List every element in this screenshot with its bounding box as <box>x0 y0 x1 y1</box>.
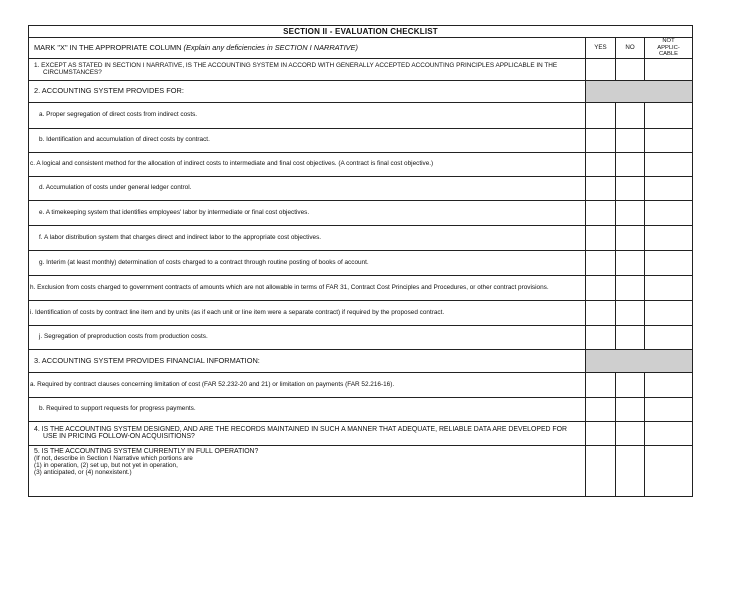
instruction-italic: (Explain any deficiencies in SECTION I NARRATIVE) <box>183 43 358 53</box>
not-applicable-column-header <box>645 38 693 59</box>
q4-no-cell[interactable] <box>616 421 645 445</box>
question-5-line3: (1) in operation, (2) set up, but not yet in operation, <box>34 461 178 469</box>
question-3-text: 3. ACCOUNTING SYSTEM PROVIDES FINANCIAL INFORMATION: <box>34 355 260 365</box>
question-2-text: 2. ACCOUNTING SYSTEM PROVIDES FOR: <box>34 86 184 96</box>
q3b-yes-cell[interactable] <box>586 397 616 421</box>
checklist-row-5 <box>29 445 693 496</box>
q2b-no-cell[interactable] <box>616 128 645 152</box>
question-2a-text: a. Proper segregation of direct costs from indirect costs. <box>39 111 198 119</box>
q2-shaded-cell <box>586 80 693 102</box>
q2a-yes-cell[interactable] <box>586 102 616 128</box>
q2i-no-cell[interactable] <box>616 300 645 325</box>
column-header-row <box>29 38 693 59</box>
q3b-no-cell[interactable] <box>616 397 645 421</box>
yes-column-header: YES <box>586 38 616 59</box>
evaluation-checklist-table <box>28 25 693 497</box>
q2d-no-cell[interactable] <box>616 176 645 200</box>
no-column-header: NO <box>616 38 645 59</box>
section-title-row <box>29 26 693 38</box>
q2h-na-cell[interactable] <box>645 275 693 300</box>
q5-na-cell[interactable] <box>645 445 693 496</box>
question-2i-text: i. Identification of costs by contract line item and by units (as if each unit or line item were a separate contract) if required by the proposed contract. <box>30 308 445 316</box>
checklist-row-4 <box>29 421 693 445</box>
question-5-line4: (3) anticipated, or (4) nonexistent.) <box>34 469 132 477</box>
q4-na-cell[interactable] <box>645 421 693 445</box>
q2b-na-cell[interactable] <box>645 128 693 152</box>
checklist-row-2j <box>29 325 693 349</box>
checklist-row-2b <box>29 128 693 152</box>
section-title: SECTION II - EVALUATION CHECKLIST <box>29 26 693 38</box>
q2e-na-cell[interactable] <box>645 200 693 225</box>
question-2h-text: h. Exclusion from costs charged to government contracts of amounts which are not allowable in terms of FAR 31, Contract Cost Principles and Procedures, or other contract provisions. <box>30 283 549 291</box>
question-5-line1: 5. IS THE ACCOUNTING SYSTEM CURRENTLY IN FULL OPERATION? <box>34 447 259 455</box>
q2h-no-cell[interactable] <box>616 275 645 300</box>
q3a-na-cell[interactable] <box>645 372 693 397</box>
checklist-row-2i <box>29 300 693 325</box>
q2j-no-cell[interactable] <box>616 325 645 349</box>
q5-no-cell[interactable] <box>616 445 645 496</box>
q5-yes-cell[interactable] <box>586 445 616 496</box>
question-2c-text: c. A logical and consistent method for the allocation of indirect costs to intermediate and final cost objectives. (A contract is final cost objective.) <box>30 160 434 168</box>
question-2e-text: e. A timekeeping system that identifies employees' labor by intermediate or final cost objectives. <box>39 208 310 216</box>
q2c-yes-cell[interactable] <box>586 152 616 176</box>
q2d-na-cell[interactable] <box>645 176 693 200</box>
na-header-line1: NOT <box>662 38 675 44</box>
q3b-na-cell[interactable] <box>645 397 693 421</box>
q2g-no-cell[interactable] <box>616 250 645 275</box>
q2j-na-cell[interactable] <box>645 325 693 349</box>
question-2j-text: j. Segregation of preproduction costs from production costs. <box>39 333 208 341</box>
q2f-yes-cell[interactable] <box>586 225 616 250</box>
na-header-line3: CABLE <box>658 51 678 57</box>
q4-yes-cell[interactable] <box>586 421 616 445</box>
q2e-yes-cell[interactable] <box>586 200 616 225</box>
checklist-row-2h <box>29 275 693 300</box>
q2a-no-cell[interactable] <box>616 102 645 128</box>
question-2b-text: b. Identification and accumulation of direct costs by contract. <box>39 136 210 144</box>
instruction-main: MARK "X" IN THE APPROPRIATE COLUMN <box>34 43 184 53</box>
q2i-yes-cell[interactable] <box>586 300 616 325</box>
checklist-row-2c <box>29 152 693 176</box>
q2b-yes-cell[interactable] <box>586 128 616 152</box>
q2g-na-cell[interactable] <box>645 250 693 275</box>
q2a-na-cell[interactable] <box>645 102 693 128</box>
checklist-row-1 <box>29 58 693 80</box>
question-2d-text: d. Accumulation of costs under general ledger control. <box>39 184 192 192</box>
checklist-row-2d <box>29 176 693 200</box>
question-3b-text: b. Required to support requests for progress payments. <box>39 405 196 413</box>
q3a-no-cell[interactable] <box>616 372 645 397</box>
question-2g-text: g. Interim (at least monthly) determination of costs charged to a contract through routine posting of books of account. <box>39 258 369 266</box>
q2f-na-cell[interactable] <box>645 225 693 250</box>
checklist-row-3a <box>29 372 693 397</box>
checklist-row-3 <box>29 349 693 372</box>
checklist-row-2a <box>29 102 693 128</box>
checklist-row-3b <box>29 397 693 421</box>
q1-no-cell[interactable] <box>616 58 645 80</box>
q1-yes-cell[interactable] <box>586 58 616 80</box>
q2e-no-cell[interactable] <box>616 200 645 225</box>
checklist-row-2 <box>29 80 693 102</box>
question-3a-text: a. Required by contract clauses concerning limitation of cost (FAR 52.232-20 and 21) or limitation on payments (FAR 52.216-16). <box>30 380 395 388</box>
q2f-no-cell[interactable] <box>616 225 645 250</box>
instruction-text <box>29 38 586 59</box>
evaluation-checklist-page <box>28 25 692 497</box>
q3-shaded-cell <box>586 349 693 372</box>
q3a-yes-cell[interactable] <box>586 372 616 397</box>
checklist-row-2f <box>29 225 693 250</box>
checklist-row-2g <box>29 250 693 275</box>
q1-na-cell[interactable] <box>645 58 693 80</box>
question-1-text: 1. EXCEPT AS STATED IN SECTION I NARRATIVE, IS THE ACCOUNTING SYSTEM IN ACCORD WITH GENERALLY ACCEPTED ACCOUNTING PRINCIPLES APPLICABLE IN THE CIRCUMSTANCES? <box>34 61 558 76</box>
q2g-yes-cell[interactable] <box>586 250 616 275</box>
q2c-no-cell[interactable] <box>616 152 645 176</box>
question-5-line2: (If not, describe in Section I Narrative which portions are <box>34 454 193 462</box>
q2j-yes-cell[interactable] <box>586 325 616 349</box>
q2h-yes-cell[interactable] <box>586 275 616 300</box>
q2c-na-cell[interactable] <box>645 152 693 176</box>
q2d-yes-cell[interactable] <box>586 176 616 200</box>
na-header-line2: APPLIC- <box>657 44 680 51</box>
question-2f-text: f. A labor distribution system that charges direct and indirect labor to the appropriate cost objectives. <box>39 233 322 241</box>
checklist-row-2e <box>29 200 693 225</box>
q2i-na-cell[interactable] <box>645 300 693 325</box>
question-4-text: 4. IS THE ACCOUNTING SYSTEM DESIGNED, AND ARE THE RECORDS MAINTAINED IN SUCH A MANNER THAT ADEQUATE, RELIABLE DATA ARE DEVELOPED FOR USE IN PRICING FOLLOW-ON ACQUISITIONS? <box>34 425 567 440</box>
